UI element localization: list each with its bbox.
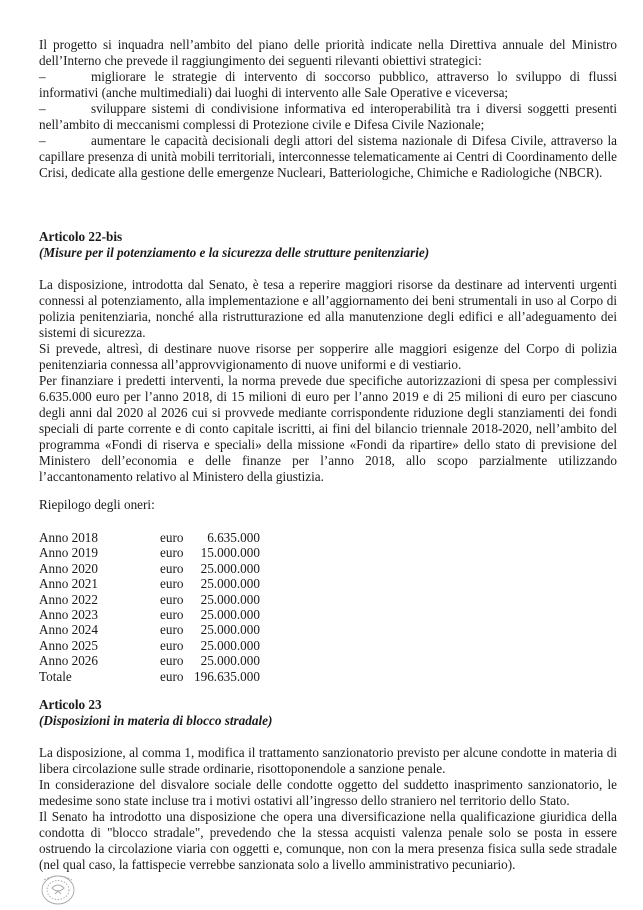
table-row [39, 530, 260, 545]
currency-cell: euro [160, 668, 184, 684]
table-row [39, 607, 260, 622]
table-row [39, 622, 260, 637]
year-cell: Anno 2022 [39, 591, 98, 607]
year-cell: Anno 2023 [39, 607, 98, 623]
year-cell: Anno 2020 [39, 560, 98, 576]
currency-cell: euro [160, 637, 184, 653]
summary-title: Riepilogo degli oneri: [39, 497, 155, 512]
currency-cell: euro [160, 576, 184, 592]
year-cell: Anno 2019 [39, 545, 98, 561]
bullet-dash: – [39, 69, 46, 84]
amount-cell: 25.000.000 [200, 591, 260, 607]
article-paragraph: Per finanziare i predetti interventi, la norma prevede due specifiche autorizzazioni di spesa per complessivi 6.635.000 euro per l’anno 2018, di 15 milioni di euro per l’anno 2019 e di 25 milioni di euro per ciascuno degli anni dal 2020 al 2026 cui si provvede mediante corrispondente riduzione degli stanziamenti dei fondi speciali di parte corrente e di conto capitale iscritti, ai fini del bilancio triennale 2018-2020, nell’ambito del programma «Fondi di riserva e speciali» della missione «Fondi da ripartire» dello stato di previsione del Ministero dell’economia e delle finanze per l’anno 2018, allo scopo parzialmente utilizzando l’accantonamento relativo al Ministero della giustizia. [39, 373, 617, 484]
intro-paragraph: Il progetto si inquadra nell’ambito del piano delle priorità indicate nella Direttiva annuale del Ministro dell’Interno che prevede il raggiungimento dei seguenti rilevanti obiettivi strategici: [39, 37, 617, 68]
currency-cell: euro [160, 530, 184, 545]
article-paragraph: Si prevede, altresì, di destinare nuove risorse per sopperire alle maggiori esigenze del Corpo di polizia penitenziaria connessa all’approvvigionamento di nuove uniformi e di vestiario. [39, 341, 617, 372]
article-heading: Articolo 22-bis [39, 229, 123, 244]
bullet-dash: – [39, 101, 46, 116]
table-row [39, 561, 260, 576]
bullet-text: migliorare le strategie di intervento di soccorso pubblico, attraverso lo sviluppo di flussi informativi (anche multimediali) dai luoghi di intervento alle Sale Operative e viceversa; [39, 69, 617, 100]
currency-cell: euro [160, 591, 184, 607]
article-23-heading-block [39, 697, 617, 729]
article-22-bis-body [39, 277, 617, 485]
year-cell: Totale [39, 668, 72, 684]
currency-cell: euro [160, 560, 184, 576]
costs-table [39, 530, 260, 684]
year-cell: Anno 2025 [39, 637, 98, 653]
amount-cell: 6.635.000 [207, 530, 260, 545]
article-23-body [39, 745, 617, 873]
bullet-dash: – [39, 133, 46, 148]
amount-cell: 25.000.000 [200, 607, 260, 623]
currency-cell: euro [160, 607, 184, 623]
currency-cell: euro [160, 653, 184, 669]
year-cell: Anno 2024 [39, 622, 98, 638]
bullet-item-1 [39, 69, 617, 101]
currency-cell: euro [160, 622, 184, 638]
amount-cell: 25.000.000 [200, 637, 260, 653]
year-cell: Anno 2026 [39, 653, 98, 669]
article-paragraph: La disposizione, al comma 1, modifica il trattamento sanzionatorio previsto per alcune condotte in materia di libera circolazione sulle strade ordinarie, risottoponendole a sanzione penale. [39, 745, 617, 776]
amount-cell: 25.000.000 [200, 653, 260, 669]
amount-cell: 25.000.000 [200, 560, 260, 576]
article-subheading: (Misure per il potenziamento e la sicurezza delle strutture penitenziarie) [39, 245, 430, 260]
table-row [39, 638, 260, 653]
article-subheading: (Disposizioni in materia di blocco stradale) [39, 713, 273, 728]
article-paragraph: Il Senato ha introdotto una disposizione che opera una diversificazione nella qualificazione giuridica della condotta di "blocco stradale", prevedendo che la stessa acquisti valenza penale solo se posta in essere ostruendo la circolazione viaria con oggetti e, comunque, non con la mera presenza fisica sulla sede stradale (nel qual caso, la fattispecie verrebbe sanzionata solo a livello amministrativo pecuniario). [39, 809, 617, 872]
article-paragraph: La disposizione, introdotta dal Senato, è tesa a reperire maggiori risorse da destinare ad interventi urgenti connessi al potenziamento, alla implementazione e all’aggiornamento dei beni strumentali in uso al Corpo di polizia penitenziaria, nonché alla ristrutturazione ed alla manutenzione degli edifici e all’adeguamento dei sistemi di sicurezza. [39, 277, 617, 340]
amount-cell: 15.000.000 [200, 545, 260, 561]
article-22-bis-heading-block [39, 229, 617, 261]
amount-cell: 25.000.000 [200, 576, 260, 592]
article-paragraph: In considerazione del disvalore sociale delle condotte oggetto del suddetto inasprimento sanzionatorio, le medesime sono state incluse tra i motivi ostativi all’ingresso dello straniero nel territorio dello Stato. [39, 777, 617, 808]
article-heading: Articolo 23 [39, 697, 102, 712]
table-row-total [39, 669, 260, 684]
official-seal-icon [36, 870, 80, 906]
year-cell: Anno 2018 [39, 530, 98, 545]
table-row [39, 545, 260, 560]
bullet-text: sviluppare sistemi di condivisione informativa ed interoperabilità tra i diversi soggetti presenti nell’ambito di meccanismi complessi di Protezione civile e Difesa Civile Nazionale; [39, 101, 617, 132]
summary-title-block [39, 497, 617, 513]
table-row [39, 576, 260, 591]
amount-cell: 196.635.000 [194, 668, 260, 684]
table-row [39, 653, 260, 668]
bullet-text: aumentare le capacità decisionali degli attori del sistema nazionale di Difesa Civile, attraverso la capillare presenza di unità mobili territoriali, interconnesse telematicamente ai Centri di Coordinamento delle Crisi, dedicate alla gestione delle emergenze Nucleari, Batteriologiche, Chimiche e Radiologiche (NBCR). [39, 133, 617, 180]
currency-cell: euro [160, 545, 184, 561]
amount-cell: 25.000.000 [200, 622, 260, 638]
year-cell: Anno 2021 [39, 576, 98, 592]
bullet-item-3 [39, 133, 617, 181]
intro-section [39, 37, 617, 181]
table-row [39, 592, 260, 607]
bullet-item-2 [39, 101, 617, 133]
